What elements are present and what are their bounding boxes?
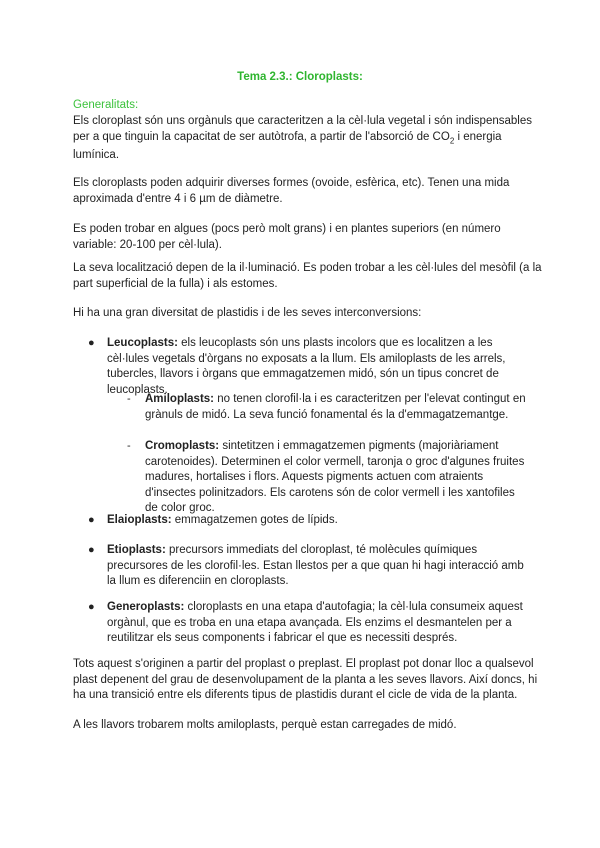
term-cromoplasts: Cromoplasts: xyxy=(145,440,220,452)
paragraph-diversity: Hi ha una gran diversitat de plastidis i de les seves interconversions: xyxy=(73,307,422,319)
paragraph-intro-end: i energia lumínica. xyxy=(73,130,502,162)
term-etioplasts: Etioplasts: xyxy=(107,544,166,556)
list-item-cromoplasts xyxy=(145,439,530,517)
list-item-elaioplasts xyxy=(107,513,532,529)
desc-cromoplasts: sintetitzen i emmagatzemen pigments (majoriàriament carotenoides). Determinen el color vermell, taronja o groc d'algunes fruites madures, hortalises i flors. Aquests pigments actuen com atraients d'insectes polinitzadors. Els carotens són de color vermell i les xantofiles de color groc. xyxy=(145,440,525,514)
page-title: Tema 2.3.: Cloroplasts: xyxy=(237,71,363,83)
paragraph-intro xyxy=(73,114,543,164)
bullet-icon: ● xyxy=(88,544,95,556)
paragraph-seeds: A les llavors trobarem molts amiloplasts, perquè estan carregades de midó. xyxy=(73,719,457,731)
paragraph-intro-text: Els cloroplast són uns orgànuls que caracteritzen a la cèl·lula vegetal i són indispensables per a que tinguin la capacitat de ser autòtrofa, a partir de l'absorció de CO xyxy=(73,115,532,143)
list-item-leucoplasts xyxy=(107,336,532,398)
paragraph-illumination: La seva localització depen de la il·luminació. Es poden trobar a les cèl·lules del mesòfil (a la part superficial de la fulla) i als estomes. xyxy=(73,262,542,290)
paragraph-origin: Tots aquest s'originen a partir del proplast o preplast. El proplast pot donar lloc a qualsevol plast depenent del grau de desenvolupament de la planta a les seves llavors. Així doncs, hi ha una transició entre els diferents tipus de plastidis durant el cicle de vida de la planta. xyxy=(73,658,538,701)
term-amiloplasts: Amiloplasts: xyxy=(145,393,215,405)
desc-etioplasts: precursors immediats del cloroplast, té molècules químiques precursores de les clorofil·les. Estan llestos per a que quan hi hagi interacció amb la llum es diferenciin en cloroplasts. xyxy=(107,544,524,587)
section-heading: Generalitats: xyxy=(73,99,139,111)
paragraph-forms: Els cloroplasts poden adquirir diverses formes (ovoide, esfèrica, etc). Tenen una mida aproximada d'entre 4 i 6 µm de diàmetre. xyxy=(73,177,510,205)
term-generoplasts: Generoplasts: xyxy=(107,601,185,613)
term-elaioplasts: Elaioplasts: xyxy=(107,514,172,526)
paragraph-location: Es poden trobar en algues (pocs però molt grans) i en plantes superiors (en número variable: 20-100 per cèl·lula). xyxy=(73,223,501,251)
desc-amiloplasts: no tenen clorofil·la i es caracteritzen per l'elevat contingut en grànuls de midó. La seva funció fonamental és la d'emmagatzemantge. xyxy=(145,393,526,421)
desc-generoplasts: cloroplasts en una etapa d'autofagia; la cèl·lula consumeix aquest orgànul, que es troba en una etapa avançada. Els enzims el desmantelen per a reutilitzar els seus components i fabricar el que es necessiti després. xyxy=(107,601,523,644)
co2-subscript: 2 xyxy=(449,135,455,145)
list-item-etioplasts xyxy=(107,543,532,590)
desc-elaioplasts: emmagatzemen gotes de lípids. xyxy=(171,514,338,526)
bullet-icon: ● xyxy=(88,601,95,613)
bullet-icon: ● xyxy=(88,514,95,526)
dash-icon: - xyxy=(127,440,131,452)
desc-leucoplasts: els leucoplasts són uns plasts incolors que es localitzen a les cèl·lules vegetals d'òrgans no exposats a la llum. Els amiloplasts de les arrels, tubercles, llavors i òrgans que emmagatzemen midó, són un tipus concret de leucoplasts. xyxy=(107,337,506,396)
bullet-icon: ● xyxy=(88,337,95,349)
list-item-generoplasts xyxy=(107,600,532,647)
term-leucoplasts: Leucoplasts: xyxy=(107,337,178,349)
dash-icon: - xyxy=(127,393,131,405)
list-item-amiloplasts xyxy=(145,392,530,423)
